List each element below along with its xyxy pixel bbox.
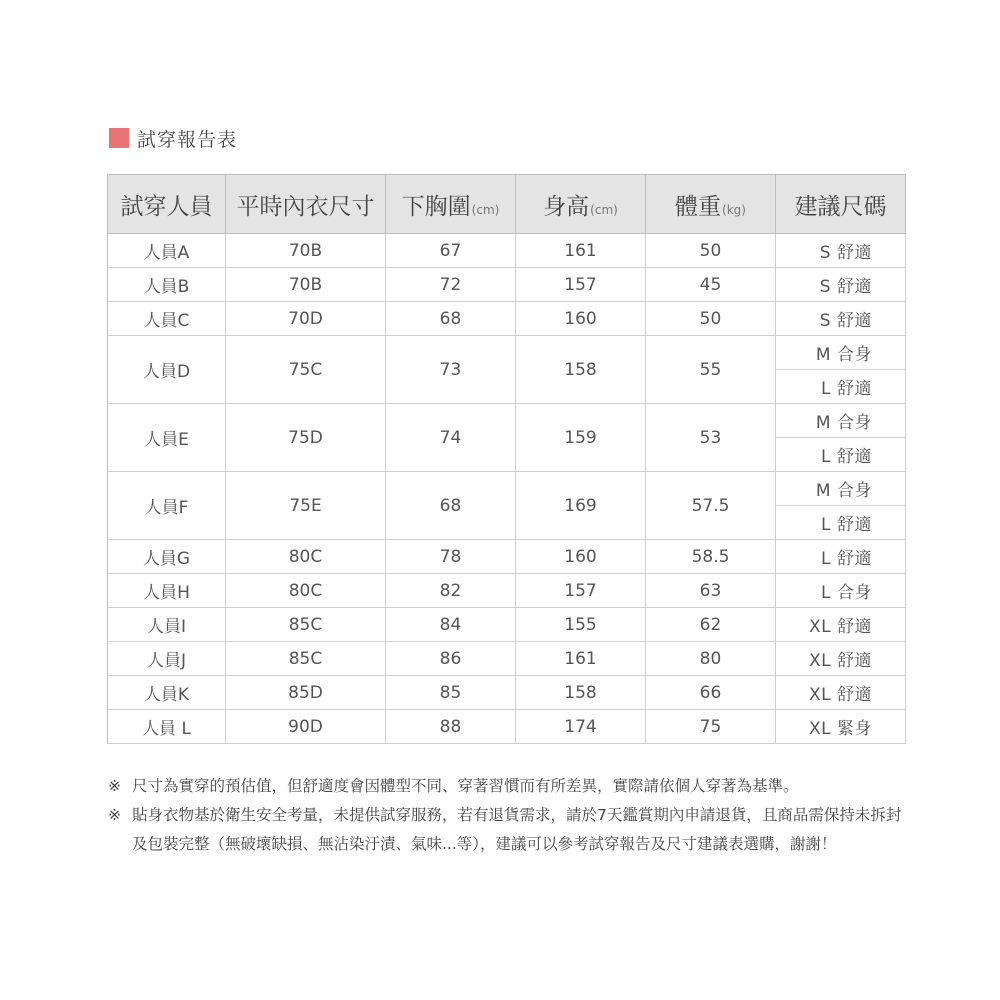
bra-size-cell: 85C (226, 608, 386, 642)
table-row (108, 608, 906, 642)
weight-cell: 55 (646, 336, 776, 404)
table-row (108, 642, 906, 676)
weight-cell: 75 (646, 710, 776, 744)
table-row (108, 710, 906, 744)
height-cell: 160 (516, 540, 646, 574)
fit-label: 舒適 (837, 515, 872, 535)
header-weight: 體重(kg) (646, 175, 776, 234)
header-suggested-size: 建議尺碼 (776, 175, 906, 234)
size-label: L (821, 583, 831, 603)
suggested-size-cell (776, 472, 906, 506)
bra-size-cell: 90D (226, 710, 386, 744)
bra-size-cell: 70B (226, 268, 386, 302)
table-row (108, 234, 906, 268)
suggested-size-cell (776, 302, 906, 336)
height-cell: 157 (516, 268, 646, 302)
fit-label: 合身 (837, 345, 872, 365)
suggested-size-cell (776, 574, 906, 608)
fit-label: 合身 (837, 481, 872, 501)
person-cell: 人員A (108, 234, 226, 268)
bra-size-cell: 80C (226, 540, 386, 574)
table-row (108, 302, 906, 336)
weight-cell: 66 (646, 676, 776, 710)
person-cell: 人員E (108, 404, 226, 472)
size-label: M (815, 345, 831, 365)
size-label: S (819, 277, 831, 297)
person-cell: 人員B (108, 268, 226, 302)
fit-label: 舒適 (837, 311, 872, 331)
weight-cell: 57.5 (646, 472, 776, 540)
person-cell: 人員K (108, 676, 226, 710)
fit-label: 舒適 (837, 379, 872, 399)
person-cell: 人員J (108, 642, 226, 676)
fit-label: 合身 (837, 583, 872, 603)
fit-label: 舒適 (837, 277, 872, 297)
height-cell: 158 (516, 336, 646, 404)
suggested-size-cell (776, 438, 906, 472)
underbust-cell: 68 (386, 302, 516, 336)
bra-size-cell: 75E (226, 472, 386, 540)
suggested-size-cell (776, 710, 906, 744)
size-label: XL (808, 617, 832, 637)
note-text: 尺寸為實穿的預估值，但舒適度會因體型不同、穿著習慣而有所差異，實際請依個人穿著為基準。 (132, 777, 799, 795)
table-row (108, 540, 906, 574)
bra-size-cell: 80C (226, 574, 386, 608)
weight-cell: 63 (646, 574, 776, 608)
size-label: XL (808, 685, 832, 705)
size-label: L (821, 549, 831, 569)
note-item (108, 801, 908, 859)
underbust-cell: 73 (386, 336, 516, 404)
table-row (108, 404, 906, 438)
height-cell: 169 (516, 472, 646, 540)
fit-label: 舒適 (837, 243, 872, 263)
table-row (108, 472, 906, 506)
fit-label: 舒適 (837, 617, 873, 637)
suggested-size-cell (776, 608, 906, 642)
size-label: L (821, 515, 831, 535)
title-marker-icon (109, 128, 129, 148)
height-cell: 159 (516, 404, 646, 472)
unit-kg: (kg) (722, 202, 746, 217)
fit-label: 舒適 (837, 447, 872, 467)
underbust-cell: 72 (386, 268, 516, 302)
size-label: XL (808, 651, 832, 671)
size-label: XL (808, 719, 832, 739)
header-height: 身高(cm) (516, 175, 646, 234)
weight-cell: 50 (646, 234, 776, 268)
underbust-cell: 86 (386, 642, 516, 676)
height-cell: 161 (516, 642, 646, 676)
size-label: S (819, 243, 831, 263)
suggested-size-cell (776, 370, 906, 404)
bra-size-cell: 75D (226, 404, 386, 472)
underbust-cell: 88 (386, 710, 516, 744)
suggested-size-cell (776, 234, 906, 268)
header-bra-size: 平時內衣尺寸 (226, 175, 386, 234)
suggested-size-cell (776, 642, 906, 676)
report-title (109, 126, 237, 150)
note-mark: ※ (108, 806, 121, 824)
table-row (108, 574, 906, 608)
suggested-size-cell (776, 506, 906, 540)
person-cell: 人員F (108, 472, 226, 540)
fit-report-table (107, 174, 906, 744)
fit-label: 合身 (837, 413, 872, 433)
note-text: 貼身衣物基於衛生安全考量，未提供試穿服務，若有退貨需求，請於7天鑑賞期內申請退貨，且商品需保持未拆封及包裝完整（無破壞缺損、無沾染汙漬、氣味...等），建議可以參考試穿報告及尺寸建議表選購，謝謝！ (132, 806, 902, 853)
person-cell: 人員I (108, 608, 226, 642)
height-cell: 158 (516, 676, 646, 710)
bra-size-cell: 85D (226, 676, 386, 710)
height-cell: 161 (516, 234, 646, 268)
note-item (108, 772, 908, 801)
suggested-size-cell (776, 268, 906, 302)
person-cell: 人員H (108, 574, 226, 608)
table-row (108, 268, 906, 302)
size-label: M (815, 481, 831, 501)
fit-label: 舒適 (837, 549, 872, 569)
notes (108, 772, 908, 859)
height-cell: 160 (516, 302, 646, 336)
fit-label: 緊身 (837, 719, 873, 739)
underbust-cell: 68 (386, 472, 516, 540)
weight-cell: 80 (646, 642, 776, 676)
bra-size-cell: 75C (226, 336, 386, 404)
unit-cm: (cm) (590, 202, 618, 217)
suggested-size-cell (776, 540, 906, 574)
unit-cm: (cm) (471, 202, 500, 217)
person-cell: 人員 L (108, 710, 226, 744)
bra-size-cell: 70B (226, 234, 386, 268)
table-body (108, 234, 906, 744)
bra-size-cell: 70D (226, 302, 386, 336)
weight-cell: 45 (646, 268, 776, 302)
suggested-size-cell (776, 336, 906, 370)
person-cell: 人員C (108, 302, 226, 336)
underbust-cell: 85 (386, 676, 516, 710)
note-mark: ※ (108, 777, 121, 795)
weight-cell: 53 (646, 404, 776, 472)
weight-cell: 58.5 (646, 540, 776, 574)
underbust-cell: 67 (386, 234, 516, 268)
table-row (108, 676, 906, 710)
report-title-text: 試穿報告表 (137, 128, 238, 151)
height-cell: 155 (516, 608, 646, 642)
header-person: 試穿人員 (108, 175, 226, 234)
header-underbust: 下胸圍(cm) (386, 175, 516, 234)
height-cell: 174 (516, 710, 646, 744)
table-header-row (108, 175, 906, 234)
person-cell: 人員G (108, 540, 226, 574)
table-row (108, 336, 906, 370)
height-cell: 157 (516, 574, 646, 608)
bra-size-cell: 85C (226, 642, 386, 676)
size-label: M (815, 413, 831, 433)
suggested-size-cell (776, 404, 906, 438)
fit-label: 舒適 (837, 651, 873, 671)
underbust-cell: 74 (386, 404, 516, 472)
size-label: L (821, 447, 831, 467)
underbust-cell: 84 (386, 608, 516, 642)
weight-cell: 62 (646, 608, 776, 642)
fit-label: 舒適 (837, 685, 873, 705)
underbust-cell: 78 (386, 540, 516, 574)
size-label: S (819, 311, 831, 331)
person-cell: 人員D (108, 336, 226, 404)
underbust-cell: 82 (386, 574, 516, 608)
weight-cell: 50 (646, 302, 776, 336)
suggested-size-cell (776, 676, 906, 710)
size-label: L (821, 379, 831, 399)
